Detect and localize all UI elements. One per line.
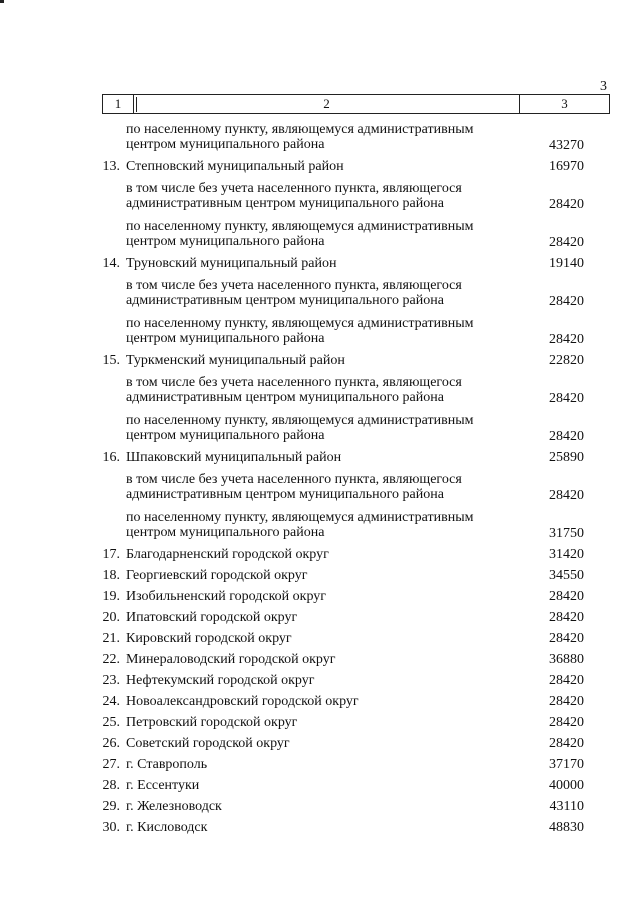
row-number: 25. <box>102 714 120 730</box>
header-cell-3-label: 3 <box>561 96 568 111</box>
row-number: 29. <box>102 798 120 814</box>
row-number: 23. <box>102 672 120 688</box>
row-label: в том числе без учета населенного пункта, являющегося административным центром муниципального района <box>126 375 462 405</box>
table-row <box>0 312 640 350</box>
table-row <box>0 409 640 447</box>
row-number: 27. <box>102 756 120 772</box>
row-label: по населенному пункту, являющемуся административным центром муниципального района <box>126 510 474 540</box>
table-row <box>0 754 640 775</box>
row-value: 28420 <box>549 429 584 444</box>
row-number: 13. <box>102 158 120 174</box>
header-cell-2-label: 2 <box>323 96 330 111</box>
row-number: 19. <box>102 588 120 604</box>
row-label: в том числе без учета населенного пункта, являющегося административным центром муниципального района <box>126 181 462 211</box>
table-row <box>0 733 640 754</box>
row-value: 28420 <box>549 693 584 709</box>
row-value: 34550 <box>549 567 584 583</box>
row-number: 30. <box>102 819 120 835</box>
row-value: 28420 <box>549 714 584 730</box>
table-row <box>0 118 640 156</box>
row-label: Новоалександровский городской округ <box>126 694 359 709</box>
table-row <box>0 670 640 691</box>
row-value: 28420 <box>549 332 584 347</box>
row-value: 43270 <box>549 138 584 153</box>
row-label: Нефтекумский городской округ <box>126 673 315 688</box>
scan-corner-mark <box>0 0 4 3</box>
table-row <box>0 712 640 733</box>
table-row <box>0 506 640 544</box>
row-label: Туркменский муниципальный район <box>126 353 345 368</box>
row-value: 28420 <box>549 488 584 503</box>
table-row <box>0 691 640 712</box>
row-label: Труновский муниципальный район <box>126 256 337 271</box>
row-label: Кировский городской округ <box>126 631 292 646</box>
row-label: Петровский городской округ <box>126 715 298 730</box>
row-number: 14. <box>102 255 120 271</box>
row-label: Ипатовский городской округ <box>126 610 298 625</box>
table-row <box>0 649 640 670</box>
row-label: Благодарненский городской округ <box>126 547 329 562</box>
table-row <box>0 586 640 607</box>
row-label: Степновский муниципальный район <box>126 159 344 174</box>
row-value: 16970 <box>549 158 584 174</box>
row-value: 28420 <box>549 630 584 646</box>
row-value: 28420 <box>549 391 584 406</box>
page-number: 3 <box>600 79 607 94</box>
row-value: 22820 <box>549 352 584 368</box>
row-label: г. Железноводск <box>126 799 222 814</box>
table-row <box>0 607 640 628</box>
row-label: в том числе без учета населенного пункта, являющегося административным центром муниципального района <box>126 278 462 308</box>
row-value: 19140 <box>549 255 584 271</box>
row-number: 26. <box>102 735 120 751</box>
row-number: 21. <box>102 630 120 646</box>
row-value: 40000 <box>549 777 584 793</box>
table-row <box>0 468 640 506</box>
row-number: 20. <box>102 609 120 625</box>
row-value: 28420 <box>549 735 584 751</box>
row-label: по населенному пункту, являющемуся административным центром муниципального района <box>126 219 474 249</box>
row-value: 31750 <box>549 526 584 541</box>
table-row <box>0 215 640 253</box>
table-row <box>0 371 640 409</box>
table-row <box>0 156 640 177</box>
row-value: 28420 <box>549 672 584 688</box>
header-cell-1-label: 1 <box>114 96 122 111</box>
table-row <box>0 628 640 649</box>
row-number: 18. <box>102 567 120 583</box>
table-row <box>0 565 640 586</box>
row-value: 36880 <box>549 651 584 667</box>
row-label: Шпаковский муниципальный район <box>126 450 342 465</box>
table-row <box>0 447 640 468</box>
header-cell-inner-edge <box>136 97 137 112</box>
row-number: 16. <box>102 449 120 465</box>
row-value: 28420 <box>549 197 584 212</box>
table-row <box>0 350 640 371</box>
row-label: Георгиевский городской округ <box>126 568 308 583</box>
table-row <box>0 253 640 274</box>
row-label: Изобильненский городской округ <box>126 589 327 604</box>
header-cell-2 <box>134 94 520 114</box>
row-label: Минераловодский городской округ <box>126 652 336 667</box>
row-value: 43110 <box>549 798 584 814</box>
row-value: 28420 <box>549 235 584 250</box>
row-value: 37170 <box>549 756 584 772</box>
row-value: 28420 <box>549 609 584 625</box>
table-row <box>0 775 640 796</box>
row-label: г. Кисловодск <box>126 820 208 835</box>
row-number: 17. <box>102 546 120 562</box>
row-number: 15. <box>102 352 120 368</box>
table-row <box>0 177 640 215</box>
table-row <box>0 274 640 312</box>
row-label: по населенному пункту, являющемуся административным центром муниципального района <box>126 413 474 443</box>
row-label: Советский городской округ <box>126 736 290 751</box>
row-label: в том числе без учета населенного пункта, являющегося административным центром муниципального района <box>126 472 462 502</box>
row-label: по населенному пункту, являющемуся административным центром муниципального района <box>126 122 474 152</box>
row-value: 31420 <box>549 546 584 562</box>
row-number: 24. <box>102 693 120 709</box>
row-number: 22. <box>102 651 120 667</box>
table-header-row <box>102 94 610 114</box>
row-value: 48830 <box>549 819 584 835</box>
row-value: 28420 <box>549 588 584 604</box>
row-label: г. Ессентуки <box>126 778 200 793</box>
table-body <box>0 118 640 838</box>
row-label: по населенному пункту, являющемуся административным центром муниципального района <box>126 316 474 346</box>
row-label: г. Ставрополь <box>126 757 208 772</box>
row-value: 25890 <box>549 449 584 465</box>
table-row <box>0 544 640 565</box>
table-row <box>0 817 640 838</box>
header-cell-1 <box>102 94 134 114</box>
row-value: 28420 <box>549 294 584 309</box>
table-row <box>0 796 640 817</box>
header-cell-3 <box>520 94 610 114</box>
row-number: 28. <box>102 777 120 793</box>
